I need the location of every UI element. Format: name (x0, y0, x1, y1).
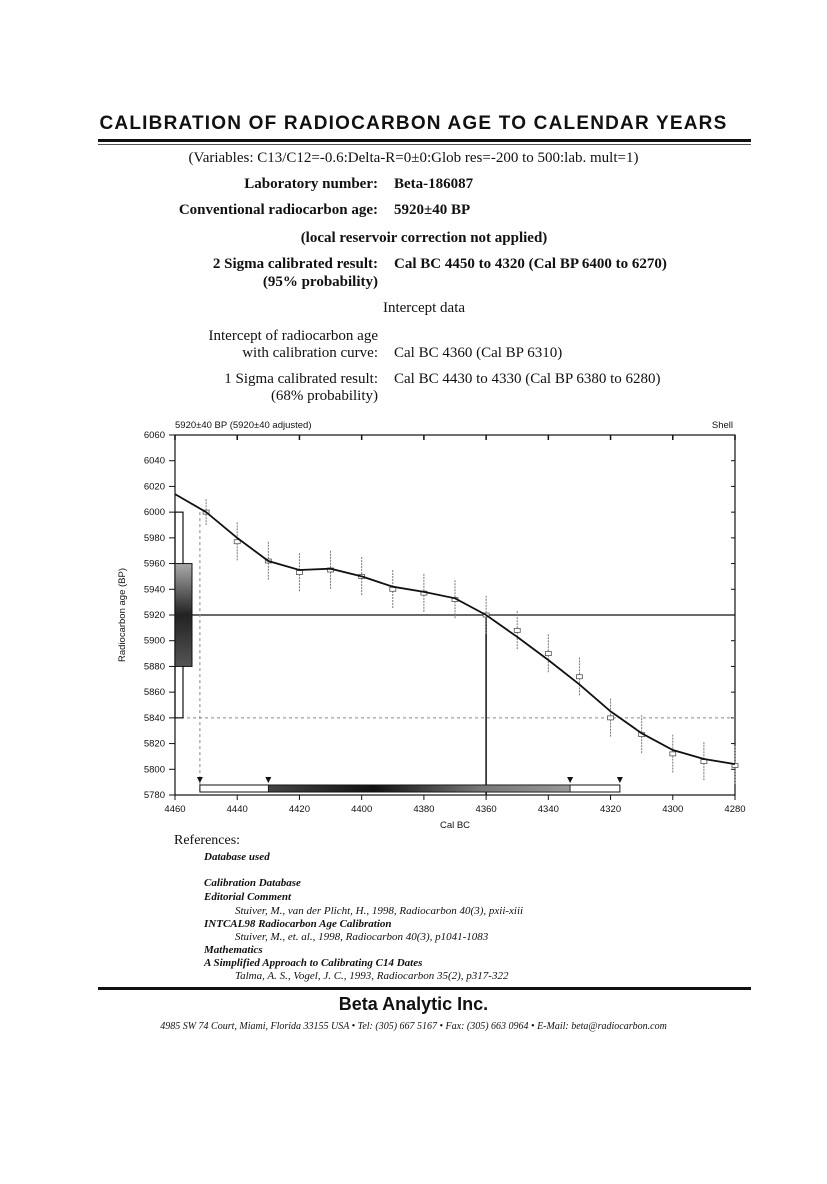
x-axis (164, 435, 745, 815)
ref-citation-3: Talma, A. S., Vogel, J. C., 1993, Radiocarbon 35(2), p317-322 (235, 970, 509, 982)
y-tick-label: 5940 (143, 584, 165, 596)
data-point (608, 716, 614, 720)
y-tick-label: 5980 (143, 532, 165, 544)
y-tick-label: 5920 (143, 610, 165, 621)
sigma1-label: 1 Sigma calibrated result: (224, 371, 378, 387)
header-rule (98, 139, 751, 142)
sigma1-probability: (68% probability) (270, 388, 378, 404)
company-address: 4985 SW 74 Court, Miami, Florida 33155 USA • Tel: (305) 667 5167 • Fax: (305) 663 0964 • E-Mail: beta@radiocarbon.com (160, 1021, 667, 1032)
x-tick-label: 4460 (164, 804, 186, 815)
sigma2-value: Cal BC 4450 to 4320 (Cal BP 6400 to 6270) (394, 256, 667, 272)
ref-intcal: INTCAL98 Radiocarbon Age Calibration (204, 918, 392, 930)
x-tick-label: 4440 (226, 804, 248, 815)
x-tick-label: 4320 (599, 804, 622, 815)
ref-database-used: Database used (204, 851, 270, 863)
y-tick-label: 5960 (143, 558, 165, 570)
ref-calibration-database: Calibration Database (204, 877, 301, 889)
reservoir-note: (local reservoir correction not applied) (300, 230, 548, 246)
lab-number-label: Laboratory number: (244, 176, 378, 192)
ref-editorial-comment: Editorial Comment (204, 891, 292, 903)
range-marker (197, 777, 203, 783)
range-marker (617, 777, 623, 783)
ref-citation-2: Stuiver, M., et. al., 1998, Radiocarbon 40(3), p1041-1083 (235, 931, 489, 943)
x-axis-label: Cal BC (439, 820, 471, 831)
sigma2-label: 2 Sigma calibrated result: (212, 256, 378, 272)
x-tick-label: 4300 (662, 804, 684, 815)
y-tick-label: 6060 (143, 430, 165, 441)
intercept-label-line2: with calibration curve: (242, 345, 378, 361)
calibration-chart (0, 410, 827, 835)
chart-corner-label: Shell (711, 420, 733, 431)
y-tick-label: 5780 (143, 790, 165, 801)
x-tick-label: 4380 (413, 804, 435, 815)
conventional-age-value: 5920±40 BP (394, 202, 471, 218)
y-tick-label: 5880 (143, 661, 165, 673)
references-heading: References: (174, 833, 241, 848)
intercept-heading: Intercept data (382, 300, 466, 316)
data-point (576, 675, 582, 679)
ref-mathematics: Mathematics (204, 944, 263, 956)
header-rule-thin (98, 144, 751, 145)
y-tick-label: 5860 (143, 687, 165, 699)
y-tick-label: 6020 (143, 481, 165, 493)
conventional-age-label: Conventional radiocarbon age: (178, 202, 378, 218)
x-tick-label: 4280 (724, 804, 746, 815)
lab-number-value: Beta-186087 (394, 176, 474, 192)
ref-simplified: A Simplified Approach to Calibrating C14 Dates (204, 957, 423, 969)
range-marker (567, 777, 573, 783)
y-tick-label: 5820 (143, 738, 165, 750)
calibration-curve (175, 494, 735, 764)
page-title: CALIBRATION OF RADIOCARBON AGE TO CALENDAR YEARS (99, 113, 728, 134)
intercept-value: Cal BC 4360 (Cal BP 6310) (394, 345, 563, 361)
sigma2-probability: (95% probability) (262, 274, 378, 290)
ref-citation-1: Stuiver, M., van der Plicht, H., 1998, Radiocarbon 40(3), pxii-xiii (235, 905, 524, 917)
variables-line: (Variables: C13/C12=-0.6:Delta-R=0±0:Glob res=-200 to 500:lab. mult=1) (188, 150, 639, 166)
y-tick-label: 5840 (143, 712, 165, 724)
x-tick-label: 4340 (537, 804, 559, 815)
company-name: Beta Analytic Inc. (338, 994, 489, 1014)
sigma1-age-range-bar (175, 564, 192, 667)
chart-title: 5920±40 BP (5920±40 adjusted) (175, 420, 312, 431)
x-tick-label: 4400 (351, 804, 373, 815)
y-tick-label: 5800 (143, 764, 165, 776)
footer-rule (98, 987, 751, 990)
intercept-label-line1: Intercept of radiocarbon age (208, 328, 378, 344)
x-tick-label: 4420 (288, 804, 311, 815)
data-point (514, 628, 520, 632)
data-point (670, 752, 676, 756)
y-axis-label: Radiocarbon age (BP) (117, 568, 128, 662)
sigma1-value: Cal BC 4430 to 4330 (Cal BP 6380 to 6280) (394, 371, 661, 387)
data-point (296, 571, 302, 575)
sigma1-cal-range-bar (268, 785, 570, 792)
y-tick-label: 5900 (143, 635, 165, 647)
y-tick-label: 6000 (143, 507, 165, 519)
x-tick-label: 4360 (475, 804, 497, 815)
data-point (545, 652, 551, 656)
range-marker (265, 777, 271, 783)
y-tick-label: 6040 (143, 455, 165, 467)
